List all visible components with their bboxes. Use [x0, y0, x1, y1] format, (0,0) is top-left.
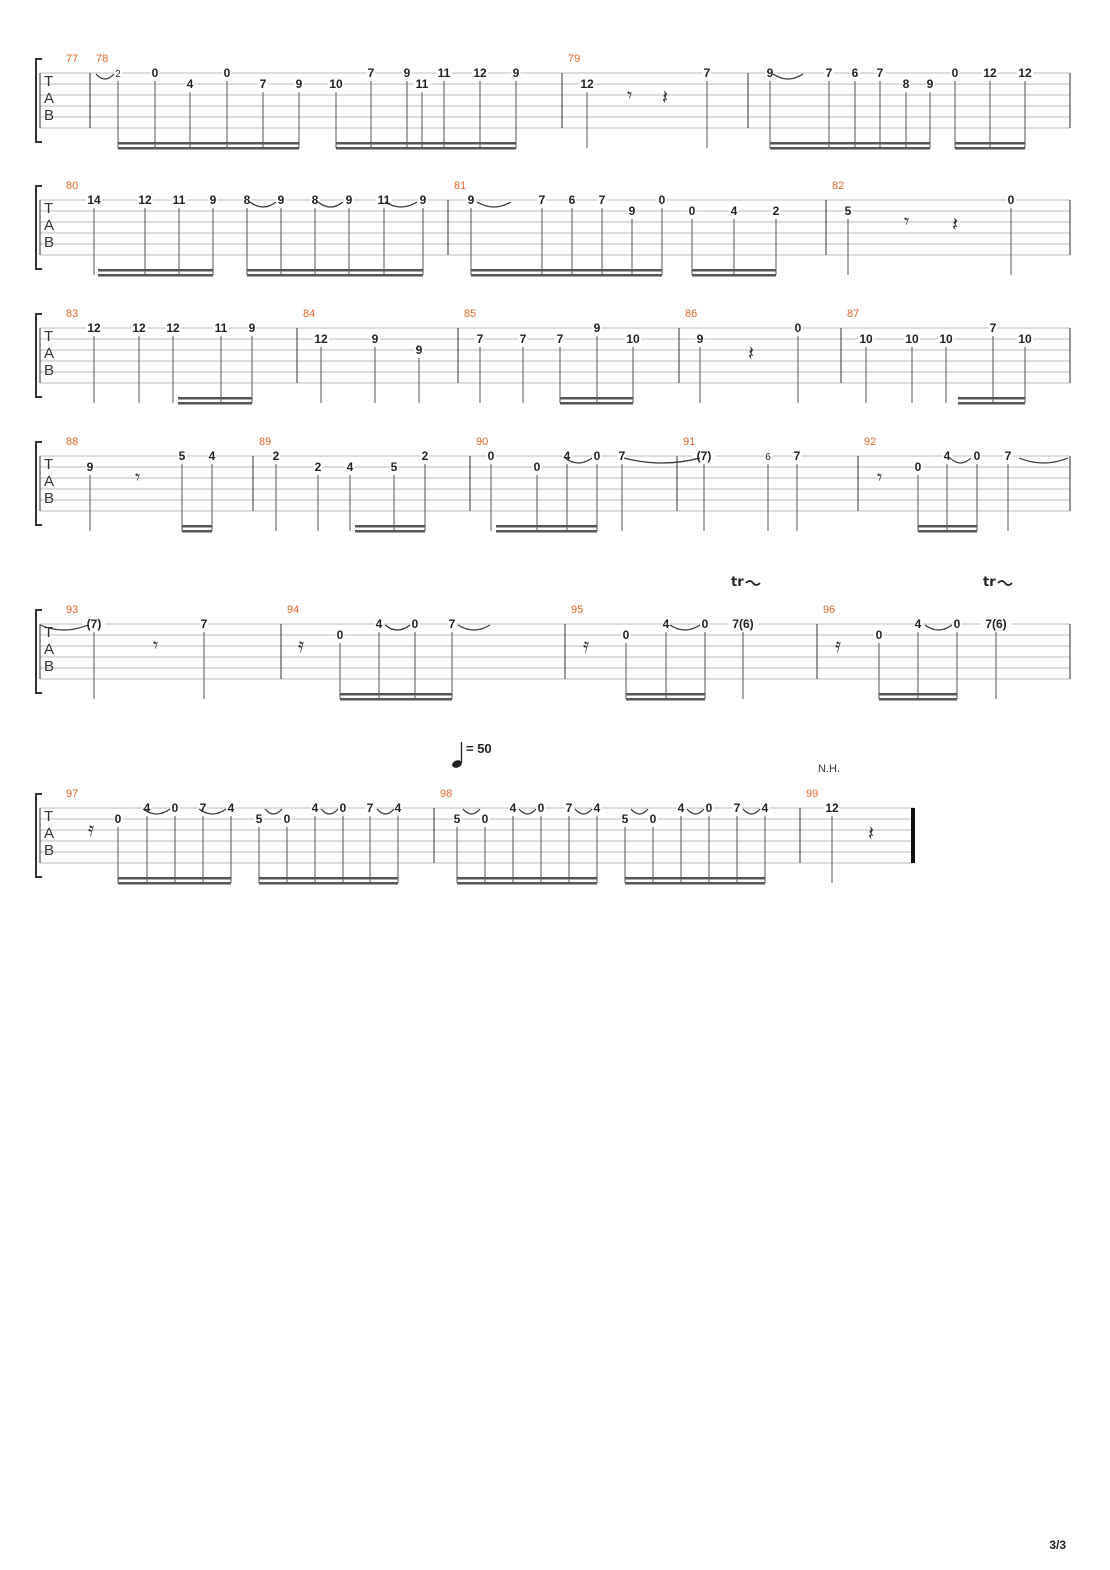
rest-symbol: 𝄽	[868, 821, 875, 845]
beam	[355, 530, 425, 533]
beam	[247, 274, 423, 277]
rest-symbol: 𝄾	[877, 465, 883, 489]
fret-number: 9	[345, 193, 353, 207]
tie-arc	[250, 202, 276, 207]
fret-number: 4	[943, 449, 951, 463]
fret-number: 9	[403, 66, 411, 80]
beam	[496, 530, 597, 533]
tab-clef-letter: T	[44, 624, 54, 641]
tie-arc	[670, 625, 700, 630]
measure-number: 77	[66, 53, 79, 65]
measure-number: 92	[864, 436, 877, 448]
tab-clef-letter: A	[44, 825, 55, 842]
fret-number: 5	[453, 812, 461, 826]
measure-number: 88	[66, 436, 79, 448]
rest-symbol: 𝄾	[135, 465, 141, 489]
fret-number: 0	[622, 628, 630, 642]
fret-number: 10	[859, 332, 873, 346]
fret-number: 10	[626, 332, 640, 346]
fret-number: 0	[649, 812, 657, 826]
fret-number: 7	[793, 449, 801, 463]
measure-number: 85	[464, 308, 477, 320]
tie-arc	[321, 809, 338, 814]
fret-number: 7(6)	[732, 617, 754, 631]
natural-harmonic-label: N.H.	[818, 763, 840, 775]
beam	[182, 525, 212, 528]
tie-arc	[950, 458, 971, 463]
measure-number: 90	[476, 436, 489, 448]
fret-number: 8	[311, 193, 319, 207]
fret-number: 4	[208, 449, 216, 463]
trill-mark: tr	[983, 575, 996, 590]
fret-number: 10	[905, 332, 919, 346]
fret-number: 5	[255, 812, 263, 826]
fret-number: 4	[761, 801, 769, 815]
fret-number: 9	[512, 66, 520, 80]
system-bracket	[36, 442, 42, 525]
tab-clef-letter: T	[44, 328, 54, 345]
tab-clef-letter: A	[44, 641, 55, 658]
fret-number: 0	[487, 449, 495, 463]
fret-number: 6	[568, 193, 576, 207]
tie-arc	[318, 202, 343, 207]
fret-number: 2	[772, 204, 780, 218]
system-bracket	[36, 610, 42, 693]
fret-number: 0	[973, 449, 981, 463]
fret-number: (7)	[696, 449, 712, 463]
fret-number: 7	[825, 66, 833, 80]
tie-arc	[925, 625, 952, 630]
fret-number: 0	[537, 801, 545, 815]
beam	[625, 882, 765, 885]
tab-system	[36, 788, 915, 885]
fret-number: 12	[473, 66, 487, 80]
tie-arc	[265, 809, 282, 814]
fret-number: 9	[371, 332, 379, 346]
fret-number: 0	[336, 628, 344, 642]
tab-clef-letter: T	[44, 73, 54, 90]
tie-arc	[377, 809, 394, 814]
fret-number: 9	[419, 193, 427, 207]
fret-number: 9	[628, 204, 636, 218]
fret-number: 11	[172, 193, 186, 207]
fret-number: 7	[1004, 449, 1012, 463]
system-bracket	[36, 314, 42, 397]
fret-number: 7	[556, 332, 564, 346]
measure-number: 79	[568, 53, 581, 65]
fret-number: 9	[766, 66, 774, 80]
fret-number: 14	[87, 193, 101, 207]
measure-number: 95	[571, 604, 584, 616]
fret-number: 7	[448, 617, 456, 631]
fret-number: 4	[186, 77, 194, 91]
tab-clef-letter: B	[44, 107, 55, 124]
fret-number: 4	[346, 460, 354, 474]
fret-number: 7	[476, 332, 484, 346]
measure-number: 94	[287, 604, 300, 616]
tab-clef-letter: B	[44, 490, 55, 507]
fret-number: 7	[618, 449, 626, 463]
fret-number: 0	[339, 801, 347, 815]
tie-arc	[773, 74, 803, 79]
fret-number: 5	[178, 449, 186, 463]
system-bracket	[36, 59, 42, 142]
fret-number: 0	[411, 617, 419, 631]
fret-number: 7	[519, 332, 527, 346]
fret-number: 11	[377, 193, 391, 207]
tie-arc	[631, 809, 648, 814]
beam	[178, 397, 252, 400]
fret-number: 7	[538, 193, 546, 207]
fret-number: 12	[87, 321, 101, 335]
beam	[471, 269, 662, 272]
fret-number: 0	[481, 812, 489, 826]
fret-number: 12	[166, 321, 180, 335]
beam	[259, 882, 398, 885]
grace-fret-number: 6	[765, 452, 771, 463]
fret-number: 0	[701, 617, 709, 631]
beam	[118, 147, 299, 150]
fret-number: 0	[1007, 193, 1015, 207]
tie-arc	[385, 625, 410, 630]
tab-clef-letter: B	[44, 234, 55, 251]
fret-number: 12	[580, 77, 594, 91]
fret-number: 10	[1018, 332, 1032, 346]
tie-arc	[1019, 458, 1068, 463]
tie-arc	[477, 202, 511, 207]
fret-number: 7	[876, 66, 884, 80]
beam	[355, 525, 425, 528]
fret-number: 4	[394, 801, 402, 815]
tab-clef-letter: B	[44, 658, 55, 675]
tab-clef-letter: A	[44, 345, 55, 362]
tie-arc	[458, 625, 490, 630]
fret-number: 0	[953, 617, 961, 631]
fret-number: 4	[509, 801, 517, 815]
beam	[178, 402, 252, 405]
fret-number: 2	[314, 460, 322, 474]
beam	[98, 274, 213, 277]
measure-number: 97	[66, 788, 79, 800]
fret-number: 7	[199, 801, 207, 815]
rest-symbol: 𝄾	[904, 209, 910, 233]
fret-number: 0	[223, 66, 231, 80]
fret-number: 12	[138, 193, 152, 207]
rest-symbol: 𝄿	[88, 817, 95, 841]
beam	[98, 269, 213, 272]
beam	[336, 142, 516, 145]
beam	[259, 877, 398, 880]
measure-number: 99	[806, 788, 819, 800]
beam	[457, 877, 597, 880]
beam	[118, 142, 299, 145]
fret-number: 4	[662, 617, 670, 631]
fret-number: 0	[283, 812, 291, 826]
fret-number: 9	[415, 343, 423, 357]
fret-number: 2	[421, 449, 429, 463]
fret-number: 9	[295, 77, 303, 91]
trill-mark: tr	[731, 575, 744, 590]
beam	[471, 274, 662, 277]
fret-number: 0	[794, 321, 802, 335]
fret-number: 12	[983, 66, 997, 80]
fret-number: 4	[227, 801, 235, 815]
rest-symbol: 𝄿	[583, 633, 590, 657]
fret-number: 10	[329, 77, 343, 91]
tab-system	[36, 53, 1070, 150]
measure-number: 96	[823, 604, 836, 616]
tab-clef-letter: A	[44, 90, 55, 107]
fret-number: 0	[171, 801, 179, 815]
rest-symbol: 𝄽	[952, 212, 959, 236]
fret-number: 4	[730, 204, 738, 218]
fret-number: 0	[875, 628, 883, 642]
fret-number: 4	[914, 617, 922, 631]
system-bracket	[36, 186, 42, 269]
fret-number: 11	[415, 77, 429, 91]
fret-number: 9	[248, 321, 256, 335]
final-barline	[911, 808, 915, 863]
fret-number: 9	[696, 332, 704, 346]
fret-number: 12	[825, 801, 839, 815]
tab-system	[36, 436, 1070, 533]
trill-wave	[746, 581, 760, 585]
fret-number: 7	[703, 66, 711, 80]
measure-number: 82	[832, 180, 845, 192]
fret-number: 4	[311, 801, 319, 815]
beam	[958, 402, 1025, 405]
fret-number: 7	[259, 77, 267, 91]
fret-number: 4	[563, 449, 571, 463]
fret-number: 5	[844, 204, 852, 218]
beam	[247, 269, 423, 272]
beam	[340, 698, 452, 701]
fret-number: 8	[902, 77, 910, 91]
fret-number: 12	[1018, 66, 1032, 80]
fret-number: 0	[705, 801, 713, 815]
tab-system	[36, 180, 1070, 277]
beam	[457, 882, 597, 885]
rest-symbol: 𝄽	[748, 341, 755, 365]
fret-number: 5	[390, 460, 398, 474]
fret-number: 7	[366, 801, 374, 815]
rest-symbol: 𝄾	[153, 633, 159, 657]
system-bracket	[36, 794, 42, 877]
fret-number: 10	[939, 332, 953, 346]
fret-number: 7	[733, 801, 741, 815]
fret-number: 8	[243, 193, 251, 207]
fret-number: 0	[951, 66, 959, 80]
measure-number: 89	[259, 436, 272, 448]
tie-arc	[463, 809, 480, 814]
tempo-marking: = 50	[466, 741, 492, 756]
measure-number: 81	[454, 180, 467, 192]
fret-number: 0	[114, 812, 122, 826]
tab-clef-letter: A	[44, 217, 55, 234]
measure-number: 86	[685, 308, 698, 320]
tie-arc	[743, 809, 760, 814]
beam	[336, 147, 516, 150]
tab-system	[36, 604, 1070, 701]
beam	[625, 877, 765, 880]
fret-number: (7)	[86, 617, 102, 631]
rest-symbol: 𝄿	[835, 633, 842, 657]
fret-number: 9	[277, 193, 285, 207]
measure-number: 93	[66, 604, 79, 616]
tab-clef-letter: B	[44, 842, 55, 859]
measure-number: 80	[66, 180, 79, 192]
rest-symbol: 𝄾	[627, 83, 633, 107]
fret-number: 4	[677, 801, 685, 815]
measure-number: 78	[96, 53, 109, 65]
beam	[340, 693, 452, 696]
fret-number: 0	[914, 460, 922, 474]
measure-number: 84	[303, 308, 316, 320]
fret-number: 9	[467, 193, 475, 207]
beam	[182, 530, 212, 533]
tie-arc	[519, 809, 536, 814]
fret-number: 4	[143, 801, 151, 815]
fret-number: 7	[565, 801, 573, 815]
fret-number: 0	[151, 66, 159, 80]
beam	[496, 525, 597, 528]
measure-number: 91	[683, 436, 696, 448]
measure-number: 87	[847, 308, 860, 320]
page-number: 3/3	[1049, 1538, 1066, 1552]
fret-number: 9	[593, 321, 601, 335]
measure-number: 83	[66, 308, 79, 320]
tie-arc	[624, 458, 700, 463]
fret-number: 12	[132, 321, 146, 335]
grace-fret-number: 2	[115, 69, 121, 80]
fret-number: 9	[86, 460, 94, 474]
tab-clef-letter: A	[44, 473, 55, 490]
fret-number: 12	[314, 332, 328, 346]
beam	[958, 397, 1025, 400]
tie-arc	[575, 809, 592, 814]
rest-symbol: 𝄽	[662, 85, 669, 109]
fret-number: 7	[598, 193, 606, 207]
measure-number: 98	[440, 788, 453, 800]
tab-clef-letter: T	[44, 200, 54, 217]
tab-clef-letter: B	[44, 362, 55, 379]
fret-number: 0	[593, 449, 601, 463]
fret-number: 9	[926, 77, 934, 91]
tab-clef-letter: T	[44, 808, 54, 825]
fret-number: 6	[851, 66, 859, 80]
fret-number: 7	[367, 66, 375, 80]
fret-number: 0	[688, 204, 696, 218]
tab-clef-letter: T	[44, 456, 54, 473]
fret-number: 7	[989, 321, 997, 335]
fret-number: 9	[209, 193, 217, 207]
fret-number: 0	[658, 193, 666, 207]
tab-system	[36, 308, 1070, 405]
fret-number: 7	[200, 617, 208, 631]
fret-number: 0	[533, 460, 541, 474]
fret-number: 4	[593, 801, 601, 815]
fret-number: 11	[214, 321, 228, 335]
tie-arc	[687, 809, 704, 814]
fret-number: 4	[375, 617, 383, 631]
fret-number: 2	[272, 449, 280, 463]
fret-number: 11	[437, 66, 451, 80]
fret-number: 7(6)	[985, 617, 1007, 631]
tie-arc	[96, 74, 114, 79]
fret-number: 5	[621, 812, 629, 826]
rest-symbol: 𝄿	[298, 633, 305, 657]
trill-wave	[998, 581, 1012, 585]
